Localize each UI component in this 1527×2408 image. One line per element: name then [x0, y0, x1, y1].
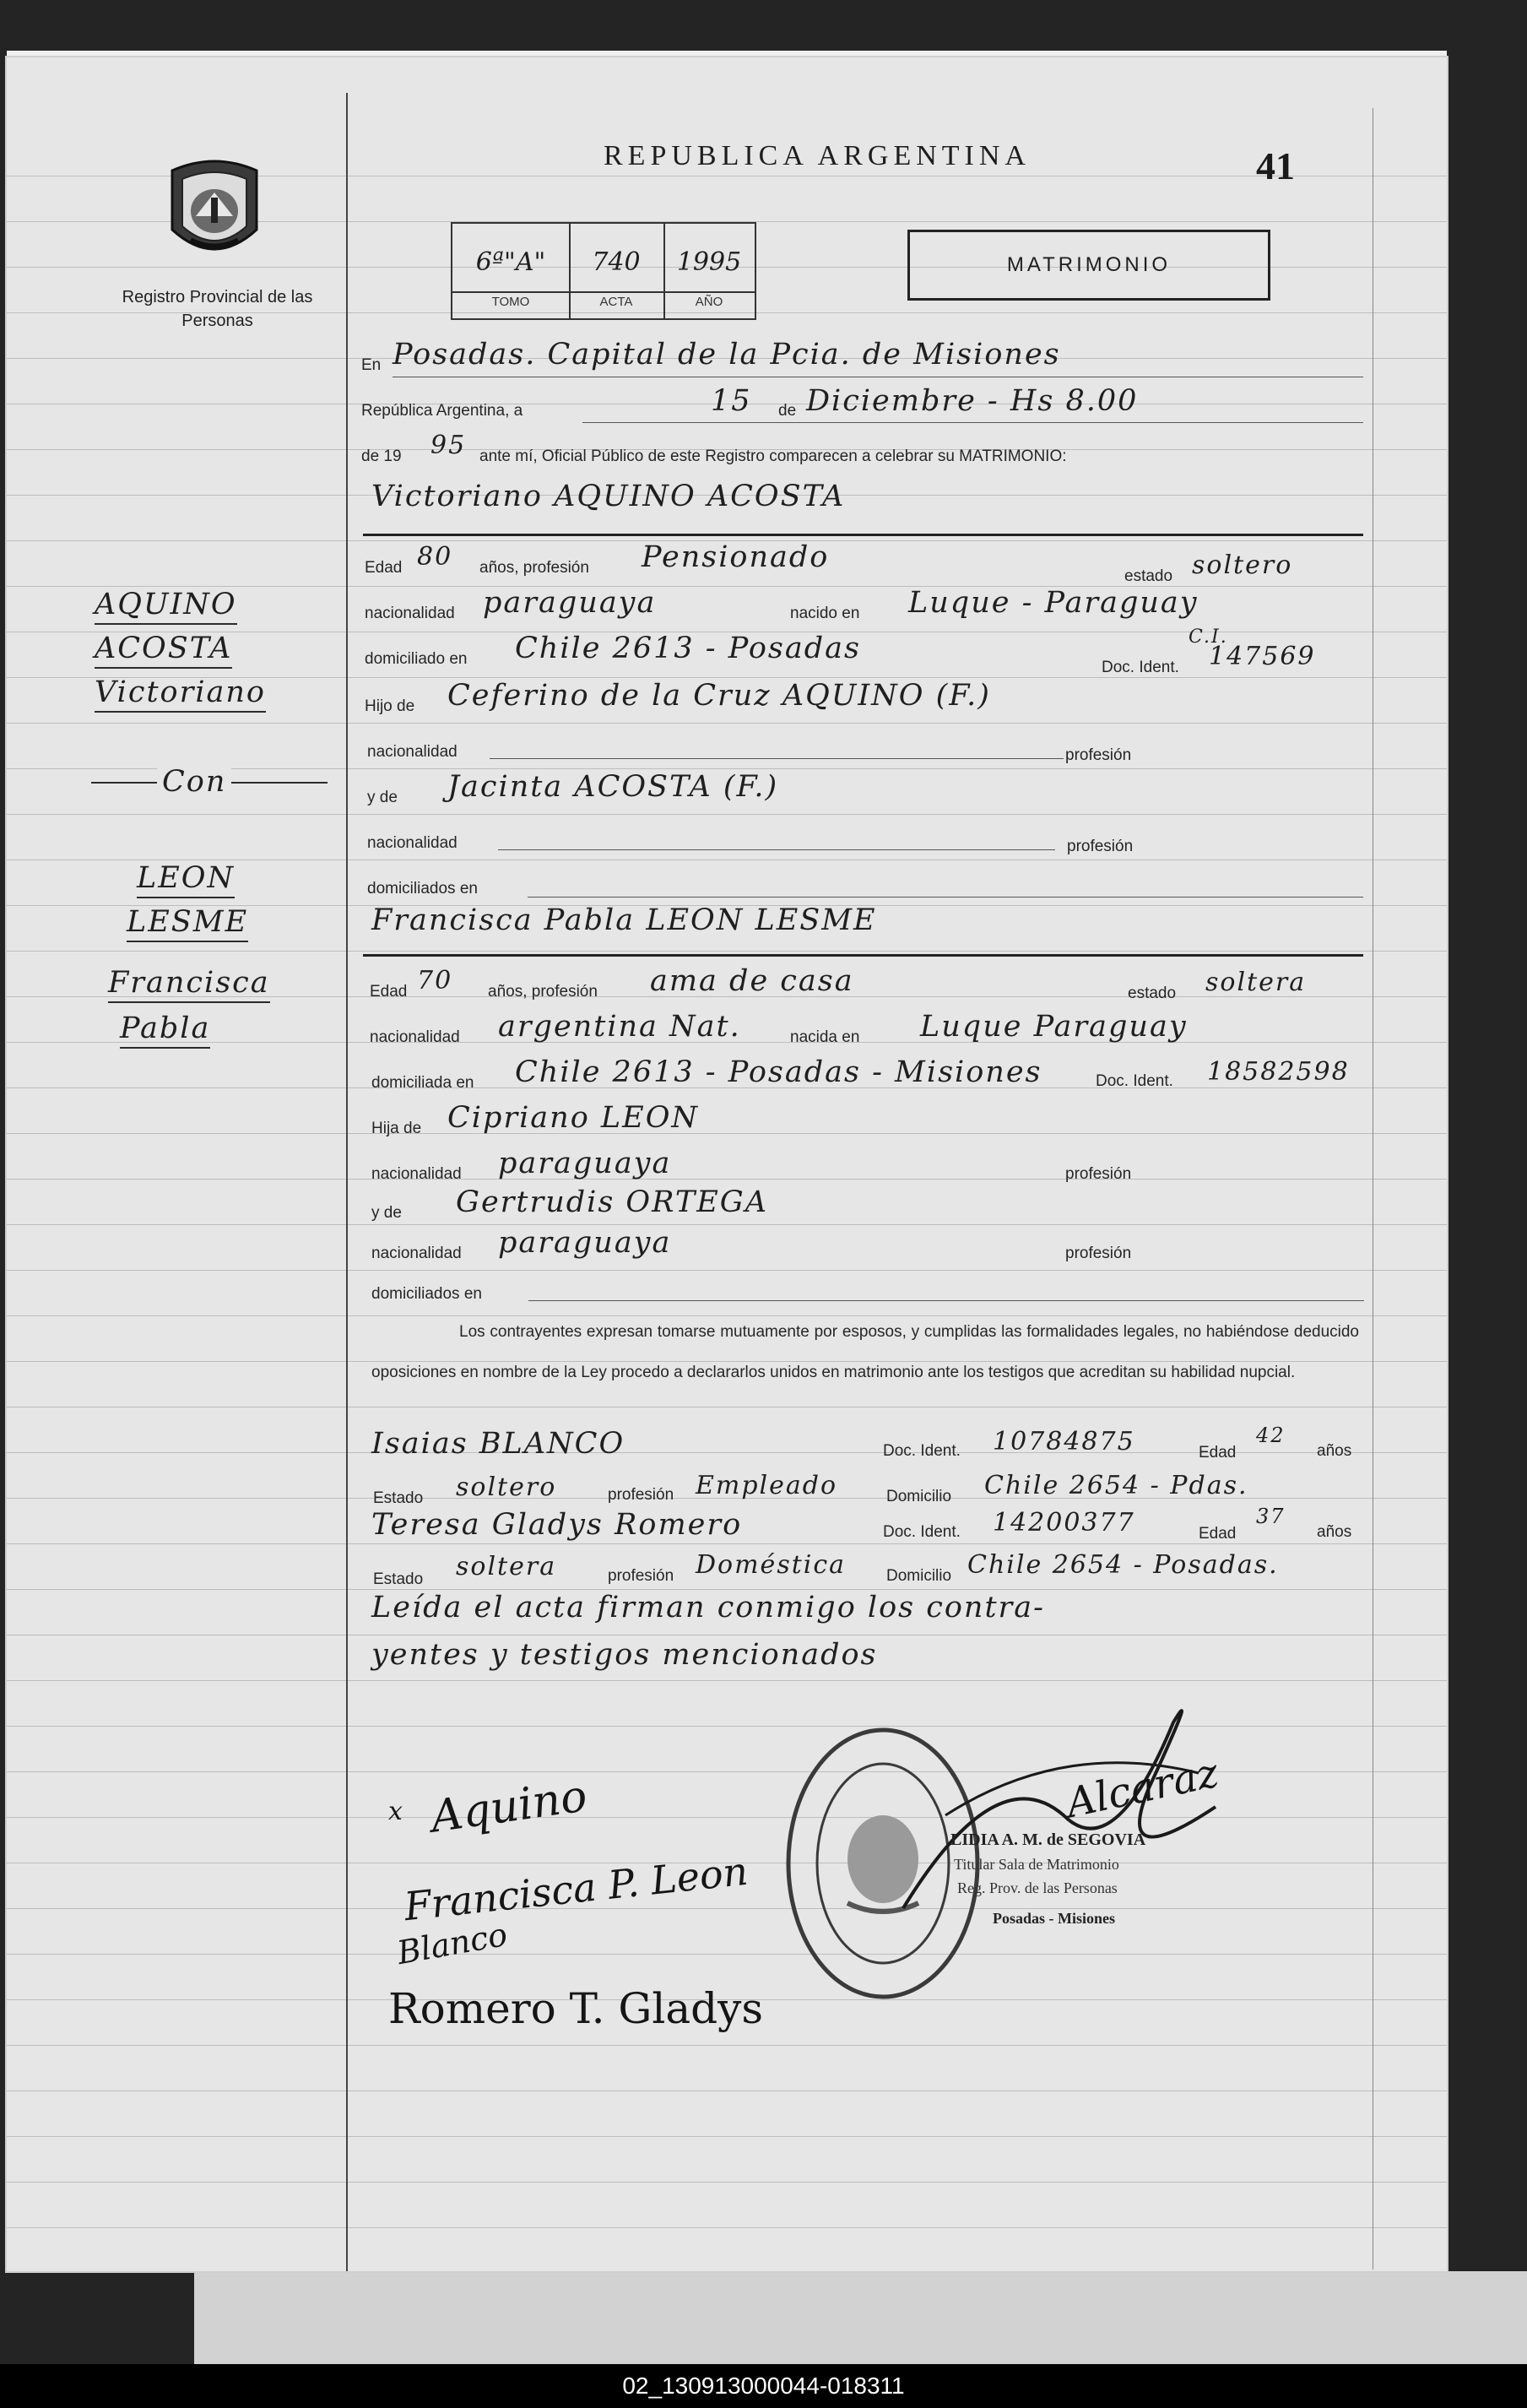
- witness1-doc-number: 10784875: [993, 1427, 1135, 1456]
- margin-bride-surname-1: LEON: [137, 861, 235, 898]
- bride-father-nationality: paraguaya: [498, 1147, 672, 1180]
- witness2-name: Teresa Gladys Romero: [371, 1508, 743, 1542]
- bride-estado: soltera: [1205, 968, 1307, 997]
- bride-age: 70: [417, 966, 453, 995]
- officiant-statement: ante mí, Oficial Público de este Registro comparecen a celebrar su MATRIMONIO:: [479, 447, 1067, 465]
- bride-father: Cipriano LEON: [447, 1101, 700, 1135]
- witness2-address: Chile 2654 - Posadas.: [967, 1550, 1279, 1580]
- bride-nacionalidad-label: nacionalidad: [370, 1028, 460, 1046]
- margin-groom-surname-2: ACOSTA: [95, 632, 232, 669]
- witness1-age: 42: [1256, 1424, 1286, 1447]
- groom-mother: Jacinta ACOSTA (F.): [447, 770, 779, 804]
- witness2-signature: Romero T. Gladys: [388, 1984, 764, 2033]
- ruled-line: [7, 2136, 1447, 2137]
- groom-doc-number: 147569: [1209, 642, 1316, 671]
- groom-anos-label: años, profesión: [479, 559, 589, 577]
- tomo-label: TOMO: [491, 295, 530, 309]
- official-stamp-line-4: Posadas - Misiones: [993, 1910, 1116, 1927]
- witness1-profession: Empleado: [696, 1471, 838, 1500]
- groom-doc-label: Doc. Ident.: [1102, 659, 1179, 676]
- ruled-line: [7, 814, 1447, 815]
- groom-domicilio-label: domiciliado en: [365, 650, 468, 668]
- witness2-estado: soltera: [456, 1552, 557, 1581]
- bride-anos-label: años, profesión: [488, 983, 598, 1001]
- ruled-line: [7, 1133, 1447, 1134]
- bride-address: Chile 2613 - Posadas - Misiones: [515, 1055, 1042, 1089]
- groom-father-prof-label: profesión: [1065, 746, 1132, 764]
- groom-signature: Aquino: [427, 1771, 591, 1843]
- bride-mother: Gertrudis ORTEGA: [456, 1185, 768, 1219]
- groom-estado: soltero: [1192, 550, 1293, 580]
- ruled-line: [7, 2045, 1447, 2046]
- marriage-day: 15: [711, 384, 752, 418]
- witness1-prof-label: profesión: [608, 1486, 674, 1504]
- registry-name: Registro Provincial de las Personas: [122, 288, 313, 330]
- bride-nationality: argentina Nat.: [498, 1010, 741, 1044]
- ruled-line: [7, 2227, 1447, 2228]
- provincial-emblem-icon: [165, 152, 263, 268]
- margin-groom-given-name: Victoriano: [95, 675, 266, 713]
- year-prefix: de 19: [361, 447, 402, 465]
- country-title: REPUBLICA ARGENTINA: [604, 140, 1031, 171]
- record-type-label: MATRIMONIO: [1006, 253, 1172, 276]
- groom-doc-type: C.I.: [1189, 626, 1228, 648]
- groom-full-name: Victoriano AQUINO ACOSTA: [371, 480, 846, 513]
- bride-domicilio-label: domiciliada en: [371, 1074, 474, 1092]
- en-label: En: [361, 356, 382, 374]
- bride-nacida-label: nacida en: [790, 1028, 860, 1046]
- bride-mother-nat-label: nacionalidad: [371, 1245, 462, 1262]
- margin-bride-given-name-2: Pabla: [120, 1011, 210, 1049]
- ruled-line: [7, 2182, 1447, 2183]
- closing-line-1: Leída el acta firman conmigo los contra-: [371, 1591, 1045, 1624]
- margin-connector: Con: [157, 765, 231, 799]
- closing-line-2: yentes y testigos mencionados: [371, 1638, 878, 1672]
- ruled-line: [7, 1543, 1447, 1544]
- groom-nacionalidad-label: nacionalidad: [365, 605, 455, 622]
- ano-value: 1995: [676, 247, 742, 277]
- witness1-edad-label: Edad: [1199, 1444, 1237, 1462]
- groom-nacido-label: nacido en: [790, 605, 860, 622]
- witness2-profession: Doméstica: [696, 1550, 847, 1580]
- ruled-line: [7, 723, 1447, 724]
- bride-doc-number: 18582598: [1207, 1057, 1350, 1087]
- scan-identifier: 02_130913000044-018311: [622, 2373, 905, 2399]
- marriage-month-time: Diciembre - Hs 8.00: [806, 384, 1139, 418]
- witness1-dom-label: Domicilio: [886, 1488, 952, 1505]
- year-suffix: 95: [430, 431, 467, 460]
- witness1-estado: soltero: [456, 1472, 557, 1502]
- declaration-text: Los contrayentes expresan tomarse mutuamente por esposos, y cumplidas las formalidades legales, no habiéndose deducido oposiciones en nombre de la Ley procedo a declararlos unidos en matrimonio ante los testigos que acreditan su habilidad nupcial.: [371, 1323, 1359, 1381]
- bride-mother-prof-label: profesión: [1065, 1245, 1132, 1262]
- bride-birthplace: Luque Paraguay: [920, 1010, 1188, 1044]
- bride-edad-label: Edad: [370, 983, 408, 1001]
- witness2-doc-number: 14200377: [993, 1508, 1135, 1538]
- table-surface: [194, 2271, 1527, 2364]
- de-label: de: [778, 402, 797, 420]
- witness2-dom-label: Domicilio: [886, 1567, 952, 1585]
- acta-label: ACTA: [599, 295, 633, 309]
- groom-father-label: Hijo de: [365, 697, 415, 715]
- groom-mother-nat-label: nacionalidad: [367, 834, 458, 852]
- official-stamp-line-1: LIDIA A. M. de SEGOVIA: [950, 1830, 1146, 1849]
- witness1-signature: Blanco: [394, 1915, 511, 1972]
- bride-full-name: Francisca Pabla LEON LESME: [371, 903, 877, 937]
- witness2-anos-label: años: [1317, 1523, 1352, 1541]
- scan-footer: [0, 2364, 1527, 2408]
- bride-father-label: Hija de: [371, 1120, 422, 1137]
- page-number: 41: [1256, 144, 1295, 187]
- bride-father-prof-label: profesión: [1065, 1165, 1132, 1183]
- ruled-line: [7, 1179, 1447, 1180]
- ruled-line: [7, 1589, 1447, 1590]
- acta-value: 740: [592, 247, 641, 277]
- ruled-line: [7, 586, 1447, 587]
- left-margin-line: [346, 93, 348, 2271]
- ruled-line: [7, 951, 1447, 952]
- official-stamp-line-3: Reg. Prov. de las Personas: [957, 1879, 1118, 1896]
- groom-profession: Pensionado: [642, 540, 830, 574]
- margin-bride-surname-2: LESME: [127, 905, 248, 942]
- bride-signature: Francisca P. Leon: [402, 1847, 750, 1930]
- bride-father-nat-label: nacionalidad: [371, 1165, 462, 1183]
- groom-age: 80: [417, 542, 453, 572]
- groom-father-nat-label: nacionalidad: [367, 743, 458, 761]
- witness1-estado-label: Estado: [373, 1489, 424, 1507]
- bride-mother-nationality: paraguaya: [498, 1226, 672, 1260]
- groom-address: Chile 2613 - Posadas: [515, 632, 861, 665]
- witness2-edad-label: Edad: [1199, 1525, 1237, 1543]
- witness1-name: Isaias BLANCO: [371, 1427, 625, 1461]
- groom-mother-prof-label: profesión: [1067, 838, 1134, 855]
- official-stamp-line-2: Titular Sala de Matrimonio: [954, 1856, 1119, 1873]
- margin-groom-surname-1: AQUINO: [95, 588, 237, 625]
- witness2-age: 37: [1256, 1505, 1286, 1528]
- groom-birthplace: Luque - Paraguay: [908, 586, 1199, 620]
- record-id-box: [451, 222, 756, 320]
- groom-parents-dom-label: domiciliados en: [367, 880, 478, 898]
- bride-profession: ama de casa: [650, 964, 854, 998]
- witness2-estado-label: Estado: [373, 1570, 424, 1588]
- place-of-marriage: Posadas. Capital de la Pcia. de Misiones: [393, 338, 1061, 372]
- official-signature: Alcaraz: [1062, 1749, 1223, 1828]
- record-type-box: [907, 230, 1270, 301]
- witness1-anos-label: años: [1317, 1442, 1352, 1460]
- republica-label: República Argentina, a: [361, 402, 523, 420]
- groom-nationality: paraguaya: [483, 586, 657, 620]
- ruled-line: [7, 1954, 1447, 1955]
- bride-mother-label: y de: [371, 1204, 402, 1222]
- witness1-address: Chile 2654 - Pdas.: [984, 1471, 1248, 1500]
- ruled-line: [7, 1270, 1447, 1271]
- groom-edad-label: Edad: [365, 559, 403, 577]
- groom-father: Ceferino de la Cruz AQUINO (F.): [447, 679, 991, 713]
- bride-parents-dom-label: domiciliados en: [371, 1285, 482, 1303]
- tomo-value: 6ª"A": [475, 247, 546, 277]
- bride-doc-label: Doc. Ident.: [1096, 1072, 1173, 1090]
- groom-estado-label: estado: [1124, 567, 1173, 585]
- witness1-doc-label: Doc. Ident.: [883, 1442, 961, 1460]
- witness2-prof-label: profesión: [608, 1567, 674, 1585]
- ano-label: AÑO: [695, 295, 723, 309]
- witness2-doc-label: Doc. Ident.: [883, 1523, 961, 1541]
- ruled-line: [7, 1680, 1447, 1681]
- signature-mark: x: [388, 1797, 403, 1826]
- groom-mother-label: y de: [367, 789, 398, 806]
- bride-estado-label: estado: [1128, 984, 1177, 1002]
- margin-bride-given-name-1: Francisca: [108, 966, 270, 1003]
- ruled-line: [7, 1224, 1447, 1225]
